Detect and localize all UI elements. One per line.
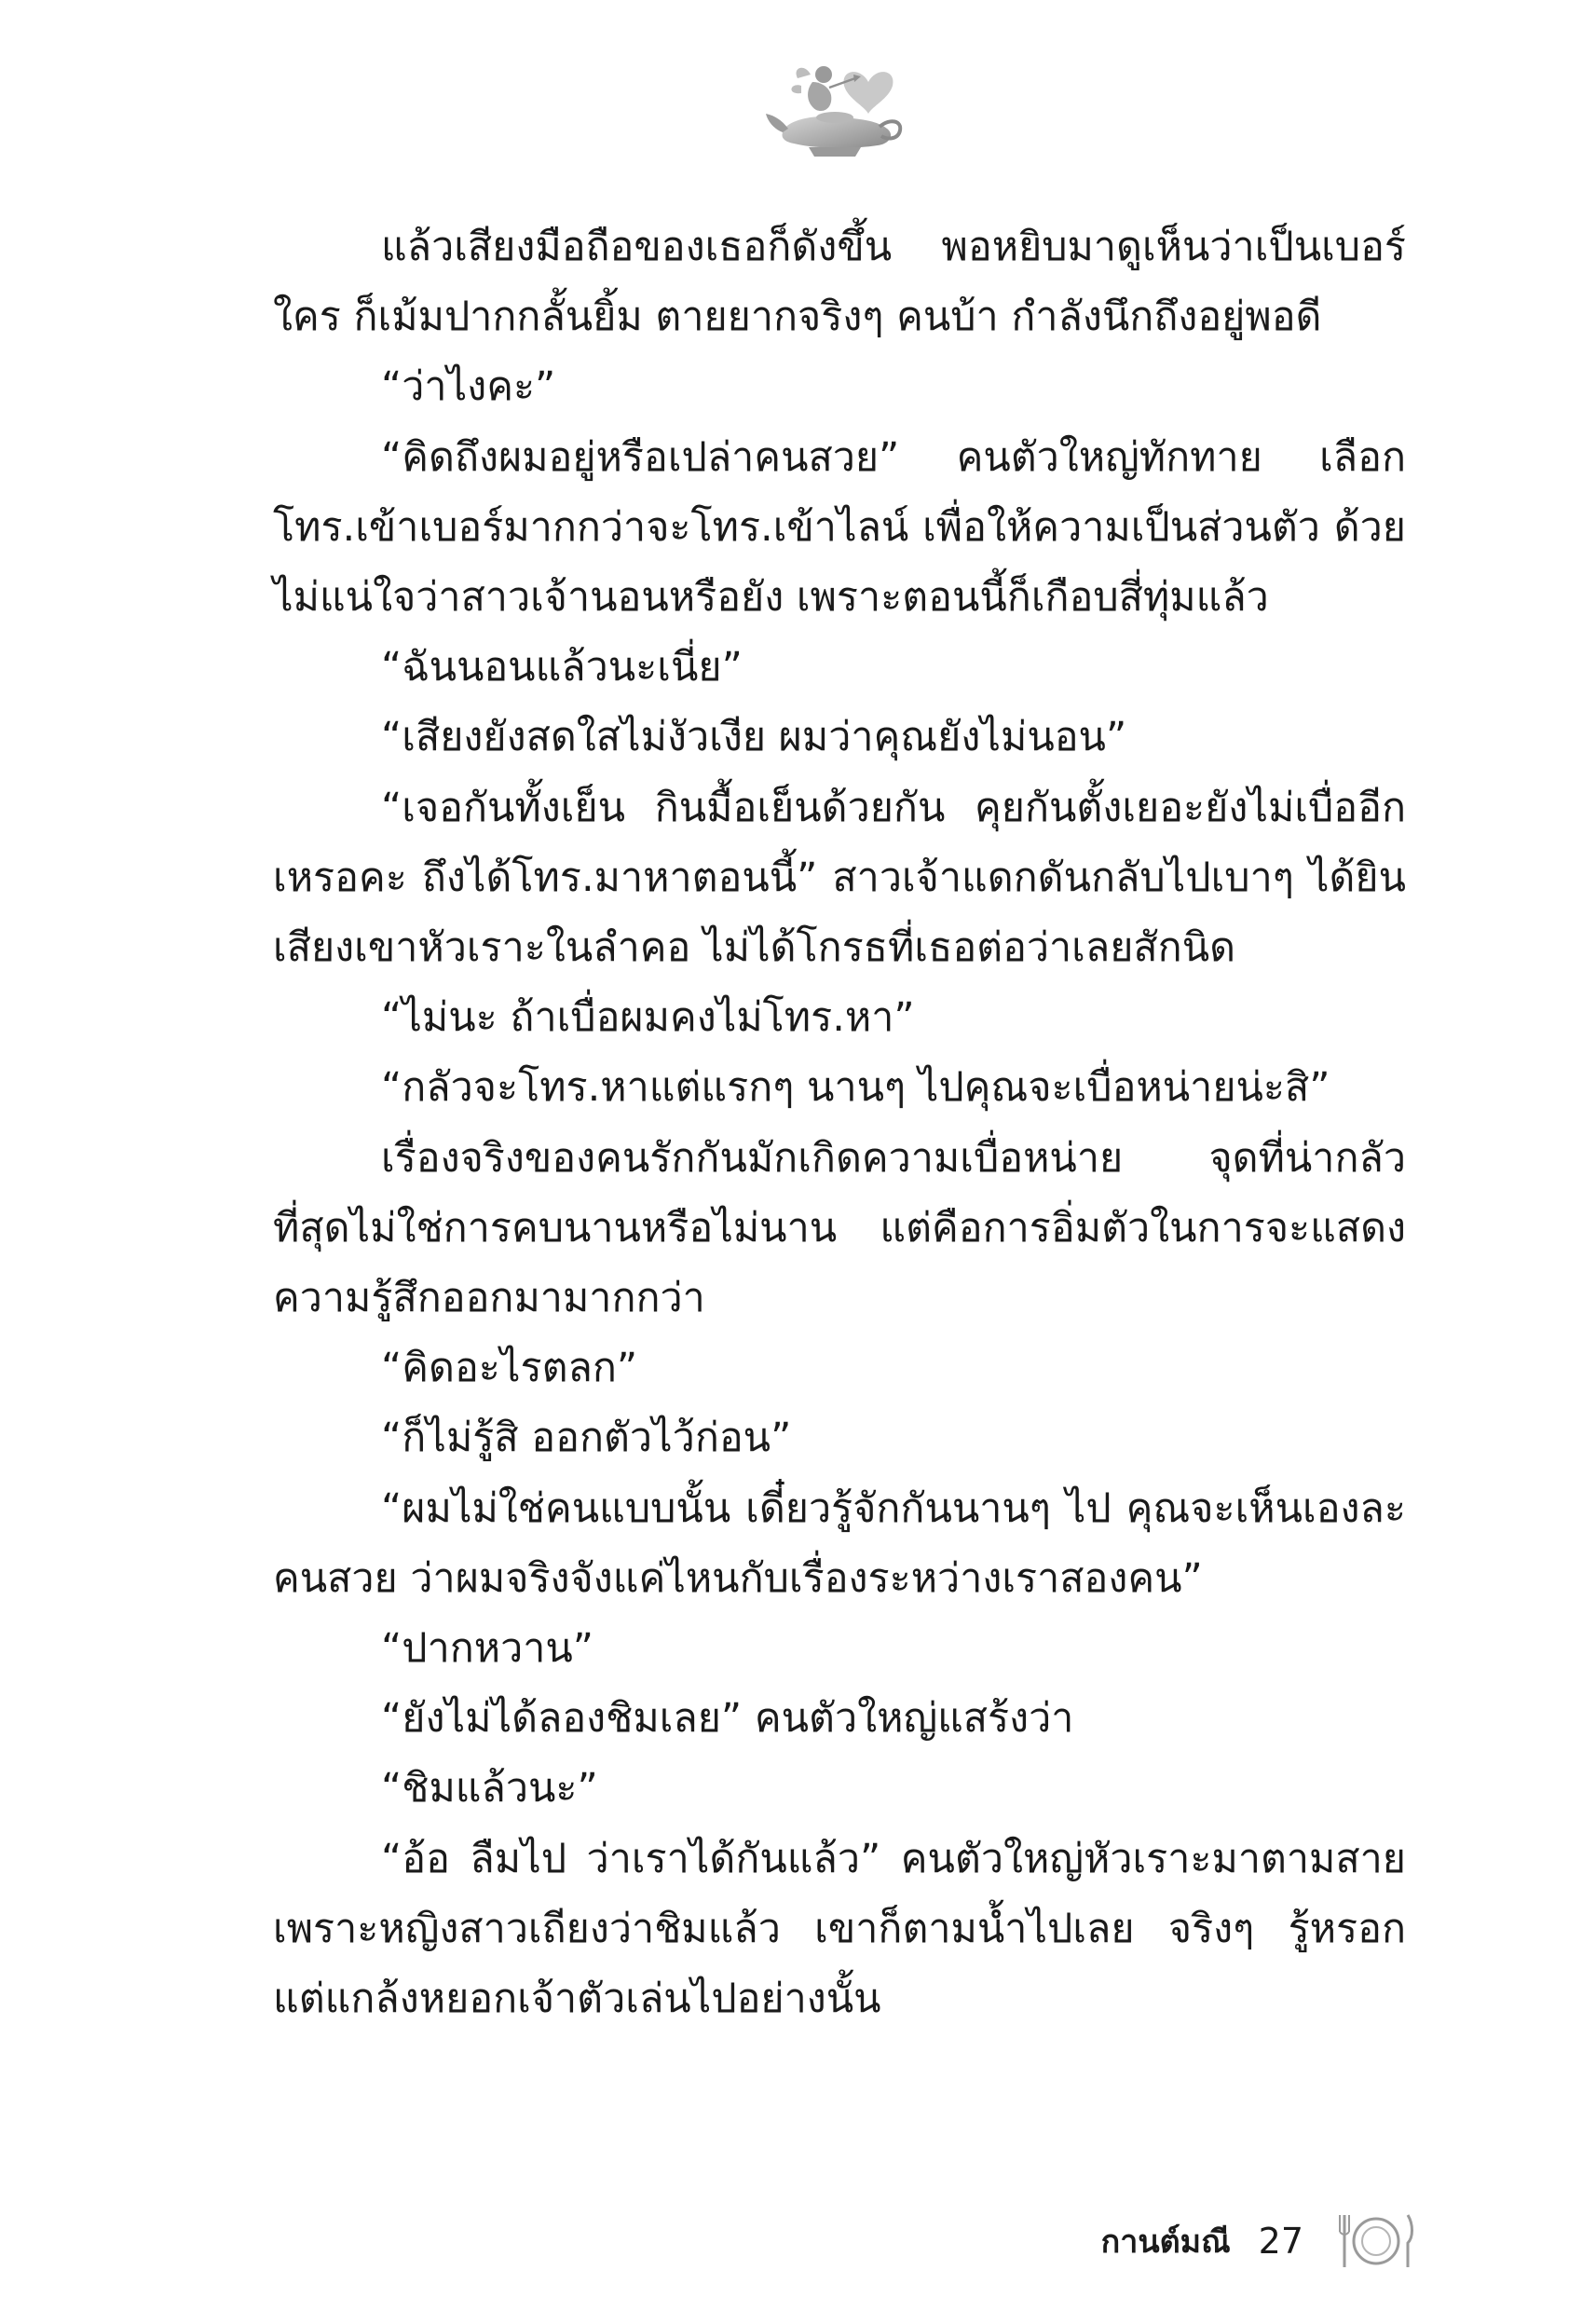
chapter-body [273, 212, 1406, 2034]
paragraph: “ฉันนอนแล้วนะเนี่ย” [381, 644, 743, 691]
paragraph: “ชิมแล้วนะ” [381, 1765, 598, 1812]
paragraph: “กลัวจะโทร.หาแต่แรกๆ นานๆ ไปคุณจะเบื่อหน่ายน่ะสิ” [381, 1064, 1330, 1112]
paragraph: “ยังไม่ได้ลองชิมเลย” คนตัวใหญ่แสร้งว่า [381, 1695, 1074, 1743]
plate-cutlery-icon [1337, 2211, 1415, 2271]
paragraph: “ไม่นะ ถ้าเบื่อผมคงไม่โทร.หา” [381, 994, 915, 1042]
paragraph: “คิดอะไรตลก” [381, 1345, 638, 1392]
paragraph: “อ้อ ลืมไป ว่าเราได้กันแล้ว” คนตัวใหญ่หัวเราะมาตามสาย เพราะหญิงสาวเถียงว่าชิมแล้ว เขาก็ตามน้ำไปเลย จริงๆ รู้หรอก แต่แกล้งหยอกเจ้าตัวเล่นไปอย่างนั้น [273, 1835, 1406, 2023]
paragraph: “ว่าไงคะ” [381, 363, 556, 411]
teapot-cupid-icon [764, 54, 904, 161]
page-number: 27 [1258, 2221, 1303, 2262]
running-title: กานต์มณี [1100, 2223, 1231, 2261]
paragraph: “ผมไม่ใช่คนแบบนั้น เดี๋ยวรู้จักกันนานๆ ไป คุณจะเห็นเองละคนสวย ว่าผมจริงจังแค่ไหนกับเรื่องระหว่างเราสองคน” [273, 1484, 1406, 1602]
paragraph: “เจอกันทั้งเย็น กินมื้อเย็นด้วยกัน คุยกันตั้งเยอะยังไม่เบื่ออีกเหรอคะ ถึงได้โทร.มาหาตอนนี้” สาวเจ้าแดกดันกลับไปเบาๆ ได้ยินเสียงเขาหัวเราะในลำคอ ไม่ได้โกรธที่เธอต่อว่าเลยสักนิด [273, 784, 1406, 972]
paragraph: “เสียงยังสดใสไม่งัวเงีย ผมว่าคุณยังไม่นอน” [381, 714, 1127, 761]
page-footer [1101, 2208, 1415, 2274]
paragraph: แล้วเสียงมือถือของเธอก็ดังขึ้น พอหยิบมาดูเห็นว่าเป็นเบอร์ใคร ก็เม้มปากกลั้นยิ้ม ตายยากจริงๆ คนบ้า กำลังนึกถึงอยู่พอดี [273, 224, 1406, 341]
paragraph: “คิดถึงผมอยู่หรือเปล่าคนสวย” คนตัวใหญ่ทักทาย เลือกโทร.เข้าเบอร์มากกว่าจะโทร.เข้าไลน์ เพื่อให้ความเป็นส่วนตัว ด้วยไม่แน่ใจว่าสาวเจ้านอนหรือยัง เพราะตอนนี้ก็เกือบสี่ทุ่มแล้ว [273, 433, 1406, 622]
paragraph: เรื่องจริงของคนรักกันมักเกิดความเบื่อหน่าย จุดที่น่ากลัวที่สุดไม่ใช่การคบนานหรือไม่นาน แต่คือการอิ่มตัวในการจะแสดงความรู้สึกออกมามากกว่า [273, 1134, 1406, 1322]
paragraph: “ปากหวาน” [381, 1625, 594, 1673]
paragraph: “ก็ไม่รู้สิ ออกตัวไว้ก่อน” [381, 1415, 792, 1462]
